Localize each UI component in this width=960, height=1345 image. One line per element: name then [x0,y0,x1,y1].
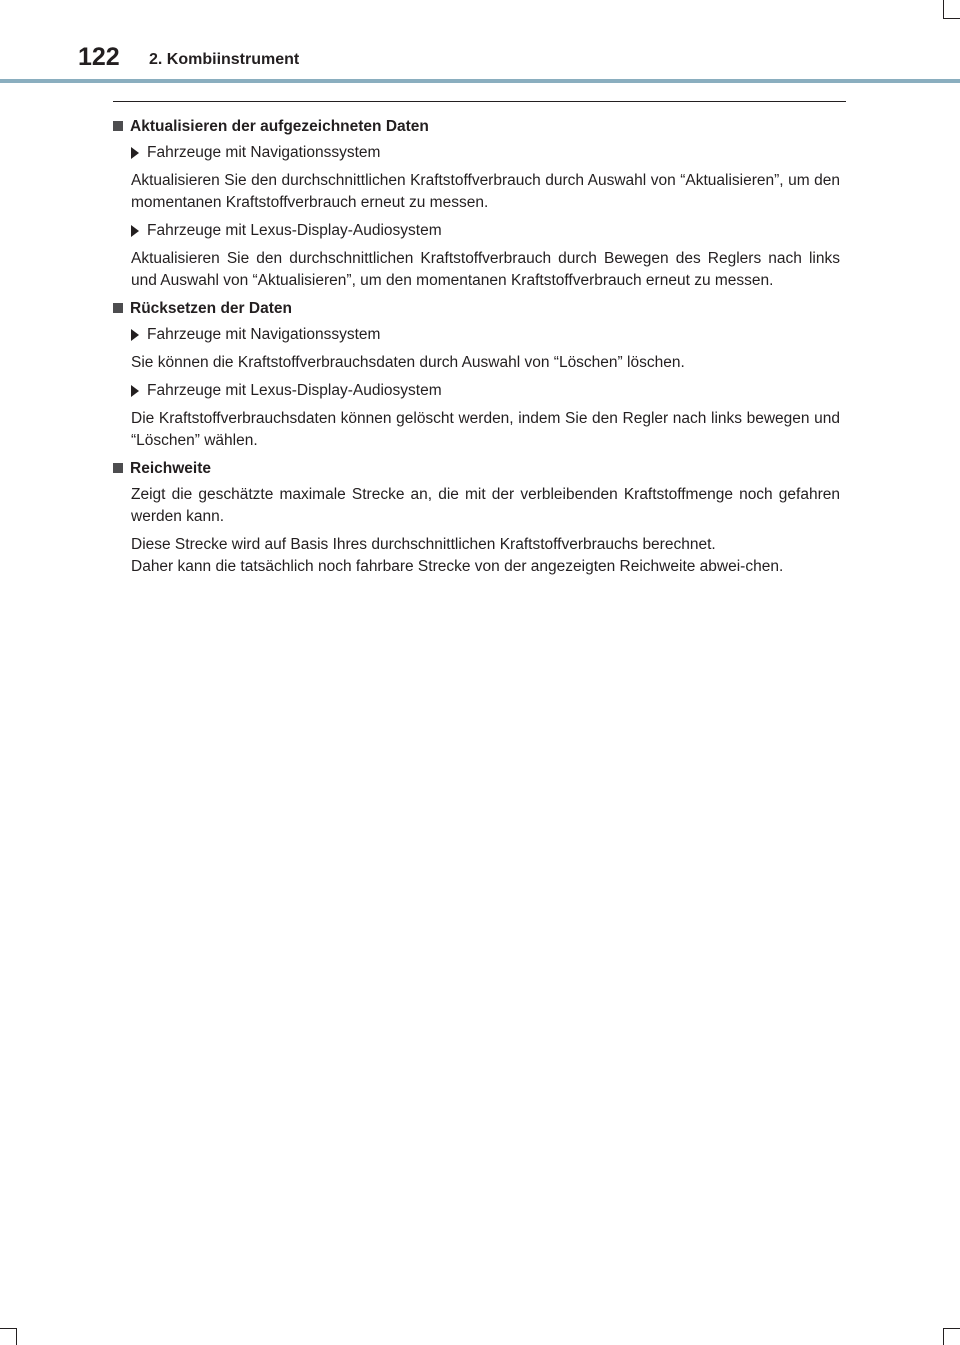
triangle-bullet-icon [131,225,139,237]
subheading [131,142,840,164]
subheading-text: Fahrzeuge mit Navigationssystem [147,326,381,343]
page-content [113,116,840,584]
crop-mark-bottom-left-v [16,1328,17,1345]
square-bullet-icon [113,303,123,313]
subheading [131,220,840,242]
content-rule [113,101,846,102]
paragraph: Die Kraftstoffverbrauchsdaten können gelöscht werden, indem Sie den Regler nach links bewegen und “Löschen” wählen. [131,410,840,449]
subheading-text: Fahrzeuge mit Lexus-Display-Audiosystem [147,222,442,239]
paragraph: Diese Strecke wird auf Basis Ihres durchschnittlichen Kraftstoffverbrauchs berechnet. [131,536,716,553]
section-heading-text: Rücksetzen der Daten [130,300,292,317]
paragraph: Sie können die Kraftstoffverbrauchsdaten durch Auswahl von “Löschen” löschen. [131,354,685,371]
subheading-text: Fahrzeuge mit Navigationssystem [147,144,381,161]
section-heading-text: Reichweite [130,460,211,477]
section-aktualisieren [113,116,840,292]
paragraph: Aktualisieren Sie den durchschnittlichen Kraftstoffverbrauch durch Auswahl von “Aktualisieren”, um den momentanen Kraftstoffverbrauch erneut zu messen. [131,172,840,211]
triangle-bullet-icon [131,329,139,341]
triangle-bullet-icon [131,147,139,159]
square-bullet-icon [113,121,123,131]
crop-mark-top-right-h [943,18,960,19]
crop-mark-bottom-right-h [944,1328,960,1329]
subheading-text: Fahrzeuge mit Lexus-Display-Audiosystem [147,382,442,399]
crop-mark-top-right-v [943,0,944,18]
section-heading-text: Aktualisieren der aufgezeichneten Daten [130,118,429,135]
paragraph: Daher kann die tatsächlich noch fahrbare Strecke von der angezeigten Reichweite abwei-chen. [131,558,784,575]
section-ruecksetzen [113,298,840,452]
crop-mark-bottom-right-v [943,1328,944,1345]
header-rule [0,79,960,83]
paragraph: Zeigt die geschätzte maximale Strecke an, die mit der verbleibenden Kraftstoffmenge noch gefahren werden kann. [131,486,840,525]
section-reichweite [113,458,840,578]
subheading [131,324,840,346]
section-heading [113,116,840,138]
chapter-title: 2. Kombiinstrument [149,51,300,68]
crop-mark-bottom-left-h [0,1328,16,1329]
section-heading [113,458,840,480]
triangle-bullet-icon [131,385,139,397]
section-heading [113,298,840,320]
paragraph: Aktualisieren Sie den durchschnittlichen Kraftstoffverbrauch durch Bewegen des Reglers nach links und Auswahl von “Aktualisieren”, um den momentanen Kraftstoffverbrauch erneut zu messen. [131,250,840,289]
subheading [131,380,840,402]
square-bullet-icon [113,463,123,473]
page-number: 122 [78,43,120,71]
